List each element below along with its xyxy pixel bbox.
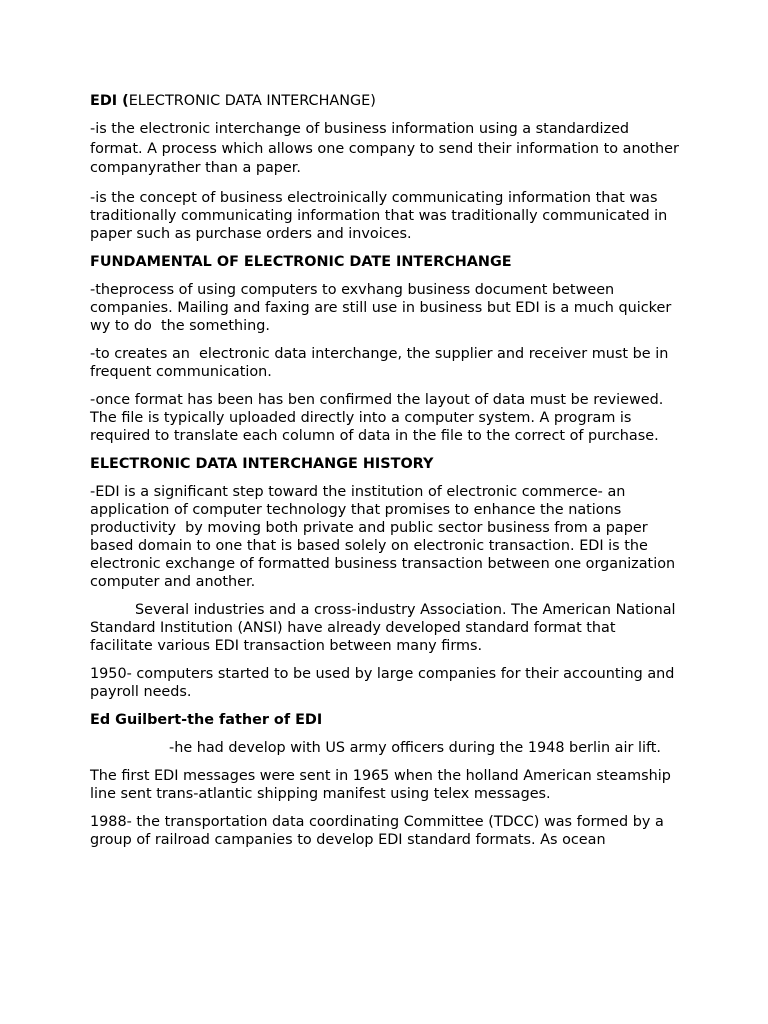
paragraph-history-3: 1950- computers started to be used by large companies for their accounting and payroll needs.: [90, 665, 679, 700]
title-bold-part: EDI (: [90, 93, 129, 109]
document-page: [90, 92, 682, 859]
paragraph-fundamental-3: -once format has been has ben confirmed the layout of data must be reviewed. The file is typically uploaded directly into a computer system. A program is required to translate each column of data in the file to the correct of purchase.: [90, 391, 668, 444]
paragraph-fundamental-1: -theprocess of using computers to exvhang business document between companies. Mailing and faxing are still use in business but EDI is a much quicker wy to do the something.: [90, 281, 676, 334]
paragraph-history-1: -EDI is a significant step toward the institution of electronic commerce- an application of computer technology that promises to enhance the nations productivity by moving both private and public sector business from a paper based domain to one that is based solely on electronic transaction. EDI is the electronic exchange of formatted business transaction between one organization computer and another.: [90, 483, 680, 590]
heading-guilbert: Ed Guilbert-the father of EDI: [90, 711, 323, 728]
paragraph-guilbert-2: The first EDI messages were sent in 1965 when the holland American steamship line sent trans-atlantic shipping manifest using telex messages.: [90, 767, 676, 802]
heading-fundamental: FUNDAMENTAL OF ELECTRONIC DATE INTERCHANGE: [90, 253, 512, 270]
title-rest-part: ELECTRONIC DATA INTERCHANGE): [128, 93, 376, 109]
paragraph-guilbert-3: 1988- the transportation data coordinating Committee (TDCC) was formed by a group of railroad campanies to develop EDI standard formats. As ocean: [90, 813, 669, 848]
paragraph-history-2: Several industries and a cross-industry Association. The American National Standard Institution (ANSI) have already developed standard format that facilitate various EDI transaction between many firms.: [90, 601, 681, 654]
paragraph-fundamental-2: -to creates an electronic data interchange, the supplier and receiver must be in frequent communication.: [90, 345, 673, 380]
document-title: [90, 92, 682, 110]
paragraph-guilbert-1: -he had develop with US army officers during the 1948 berlin air lift.: [169, 739, 661, 756]
heading-history: ELECTRONIC DATA INTERCHANGE HISTORY: [90, 455, 434, 472]
paragraph-intro-2: -is the concept of business electroinically communicating information that was traditionally communicating information that was traditionally communicated in paper such as purchase orders and invoices.: [90, 189, 672, 242]
paragraph-intro-1: -is the electronic interchange of business information using a standardized format. A process which allows one company to send their information to another companyrather than a paper.: [90, 121, 684, 177]
